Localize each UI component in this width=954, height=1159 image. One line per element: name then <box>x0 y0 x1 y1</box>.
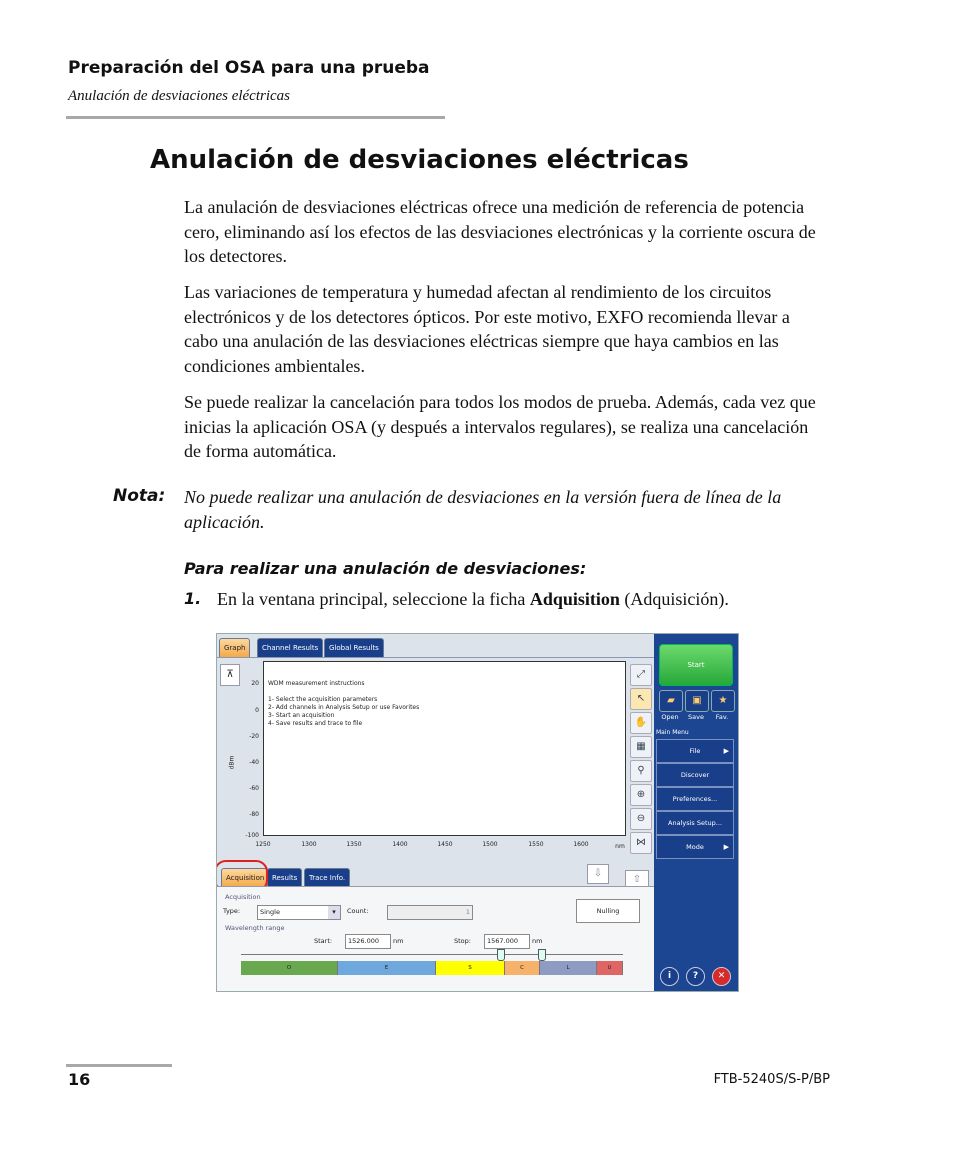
paragraph-2: Las variaciones de temperatura y humedad afectan al rendimiento de los circuitos electrónicos y de los detectores ópticos. Por este motivo, EXFO recomienda llevar a cabo una anulación de las desviaciones eléctricas siempre que haya cambios en las condiciones ambientales. <box>184 282 790 376</box>
paragraph-1: La anulación de desviaciones eléctricas ofrece una medición de referencia de potencia cero, eliminando así los efectos de las desviaciones electrónicas y la corriente oscura de los detectores. <box>184 197 816 266</box>
range-stop-handle[interactable] <box>538 949 546 961</box>
type-select-value: Single <box>260 908 280 916</box>
y-tick: 0 <box>255 707 259 714</box>
tab-results[interactable]: Results <box>267 868 302 887</box>
submenu-arrow-icon: ▶ <box>723 843 729 851</box>
nulling-button[interactable]: Nulling <box>576 899 640 923</box>
collapse-down-icon[interactable]: ⇩ <box>587 864 609 884</box>
instruction-line: 2- Add channels in Analysis Setup or use Favorites <box>268 704 420 711</box>
range-start-handle[interactable] <box>497 949 505 961</box>
close-icon[interactable]: ✕ <box>712 967 731 986</box>
acquisition-group-label: Acquisition <box>225 893 261 901</box>
page-number: 16 <box>68 1070 91 1089</box>
open-label: Open <box>661 713 679 721</box>
zoom-in-icon[interactable]: ⊕ <box>630 784 652 806</box>
menu-item-discover[interactable]: Discover <box>656 763 734 787</box>
spectrum-plot[interactable] <box>263 661 626 836</box>
running-header-subtitle: Anulación de desviaciones eléctricas <box>68 88 291 104</box>
stop-wavelength-input[interactable]: 1567.000 <box>484 934 530 949</box>
pointer-icon[interactable]: ↖ <box>630 688 652 710</box>
stop-unit: nm <box>532 937 543 945</box>
save-disk-icon[interactable]: ▣ <box>685 690 709 712</box>
x-tick: 1500 <box>482 841 498 848</box>
zoom-icon[interactable]: ⚲ <box>630 760 652 782</box>
y-tick: 20 <box>251 680 259 687</box>
y-tick: -20 <box>249 733 259 740</box>
start-wavelength-input[interactable]: 1526.000 <box>345 934 391 949</box>
tab-global-results[interactable]: Global Results <box>324 638 384 657</box>
start-button[interactable]: Start <box>659 644 733 686</box>
main-menu-header: Main Menu <box>656 729 689 736</box>
x-tick: 1450 <box>437 841 453 848</box>
footer-rule <box>66 1064 172 1067</box>
x-tick: 1550 <box>528 841 544 848</box>
note-label: Nota: <box>113 486 166 506</box>
instructions-text <box>268 680 419 728</box>
menu-item-label: Mode <box>686 843 704 851</box>
y-tick: -80 <box>249 811 259 818</box>
help-icon[interactable]: ? <box>686 967 705 986</box>
zoom-area-icon[interactable]: ▦ <box>630 736 652 758</box>
band-l[interactable]: L <box>540 961 597 975</box>
favorites-star-icon[interactable]: ★ <box>711 690 735 712</box>
x-tick: 1300 <box>301 841 317 848</box>
range-slider-track[interactable] <box>241 954 623 955</box>
paragraph-3: Se puede realizar la cancelación para todos los modos de prueba. Además, cada vez que inicias la aplicación OSA (y después a intervalos regulares), se realiza una cancelación de forma automática. <box>184 392 816 461</box>
count-label: Count: <box>347 907 369 915</box>
menu-item-preferences[interactable]: Preferences... <box>656 787 734 811</box>
fit-icon[interactable]: ⋈ <box>630 832 652 854</box>
band-e[interactable]: E <box>338 961 436 975</box>
acquisition-panel <box>217 886 654 992</box>
tab-channel-results[interactable]: Channel Results <box>257 638 323 657</box>
open-folder-icon[interactable]: ▰ <box>659 690 683 712</box>
section-heading: Anulación de desviaciones eléctricas <box>150 145 689 175</box>
right-panel <box>654 634 738 991</box>
marker-icon[interactable]: ⊼ <box>220 664 240 686</box>
instruction-line: 4- Save results and trace to file <box>268 720 363 727</box>
step-text-prefix: En la ventana principal, seleccione la ficha <box>217 589 530 609</box>
menu-item-file[interactable] <box>656 739 734 763</box>
note-text: No puede realizar una anulación de desviaciones en la versión fuera de línea de la aplicación. <box>184 487 782 532</box>
step-text-bold: Adquisition <box>529 589 620 609</box>
step-text <box>217 589 729 610</box>
header-rule <box>66 116 445 119</box>
instruction-line: WDM measurement instructions <box>268 680 365 687</box>
tab-bar-rule <box>217 657 654 658</box>
band-s[interactable]: S <box>436 961 505 975</box>
menu-item-analysis-setup[interactable]: Analysis Setup... <box>656 811 734 835</box>
osa-screenshot <box>216 633 739 992</box>
y-tick: -60 <box>249 785 259 792</box>
band-u[interactable]: U <box>597 961 623 975</box>
tab-acquisition[interactable]: Acquisition <box>221 868 269 887</box>
x-tick: 1350 <box>346 841 362 848</box>
zoom-out-icon[interactable]: ⊖ <box>630 808 652 830</box>
type-select[interactable] <box>257 905 341 920</box>
type-label: Type: <box>223 907 241 915</box>
band-c[interactable]: C <box>505 961 540 975</box>
pan-hand-icon[interactable]: ✋ <box>630 712 652 734</box>
wavelength-group-label: Wavelength range <box>225 924 285 932</box>
x-tick: 1600 <box>573 841 589 848</box>
tab-graph[interactable]: Graph <box>219 638 250 657</box>
start-unit: nm <box>393 937 404 945</box>
document-code: FTB-5240S/S-P/BP <box>713 1072 830 1087</box>
expand-up-icon[interactable]: ⇧ <box>625 870 649 890</box>
step-number: 1. <box>184 589 202 608</box>
procedure-title: Para realizar una anulación de desviaciones: <box>184 559 587 578</box>
instruction-line: 3- Start an acquisition <box>268 712 335 719</box>
x-tick: 1400 <box>392 841 408 848</box>
instruction-line: 1- Select the acquisition parameters <box>268 696 378 703</box>
info-icon[interactable]: i <box>660 967 679 986</box>
count-input[interactable]: 1 <box>387 905 473 920</box>
menu-item-mode[interactable] <box>656 835 734 859</box>
stop-label: Stop: <box>454 937 471 945</box>
start-label: Start: <box>314 937 333 945</box>
menu-item-label: File <box>689 747 701 755</box>
step-text-suffix: (Adquisición). <box>619 589 729 609</box>
save-label: Save <box>688 713 704 721</box>
instruction-line <box>268 688 419 696</box>
y-tick: -40 <box>249 759 259 766</box>
y-tick: -100 <box>245 832 259 839</box>
fav-label: Fav. <box>715 713 729 721</box>
x-axis-unit: nm <box>615 843 625 850</box>
tab-trace-info[interactable]: Trace Info. <box>304 868 350 887</box>
x-tick: 1250 <box>255 841 271 848</box>
chevron-down-icon: ▾ <box>328 906 340 919</box>
submenu-arrow-icon: ▶ <box>723 747 729 755</box>
band-o[interactable]: O <box>241 961 338 975</box>
y-axis-label: dBm <box>228 755 236 770</box>
running-header-title: Preparación del OSA para una prueba <box>68 58 430 78</box>
auto-scale-icon[interactable]: ⤢ <box>630 664 652 686</box>
